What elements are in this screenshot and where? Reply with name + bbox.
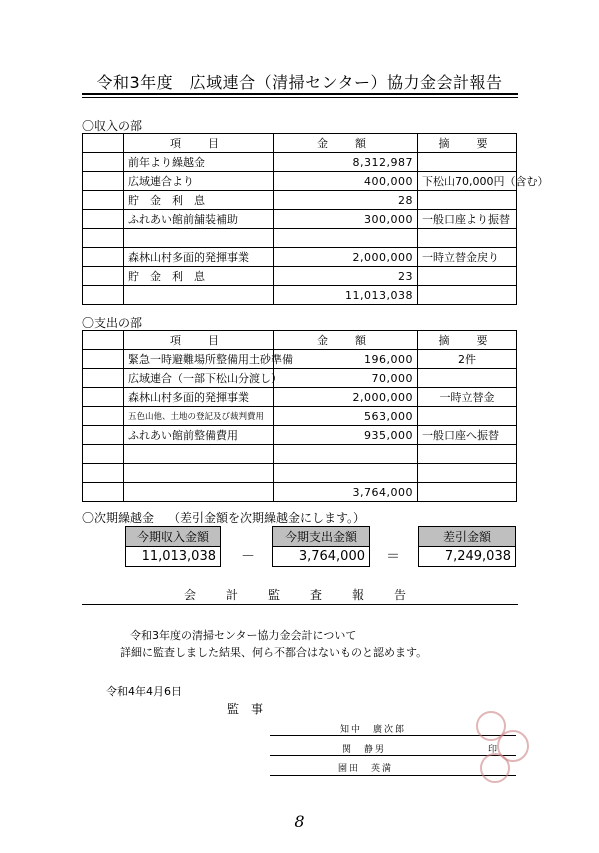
row-blank-cell [83,445,124,464]
row-amount: 400,000 [274,172,418,191]
row-amount: 8,312,987 [274,153,418,172]
row-item: 前年より繰越金 [124,153,274,172]
balance-box [418,526,516,567]
table-row [83,426,517,445]
balance-label: 差引金額 [419,527,516,547]
audit-date: 令和4年4月6日 [106,685,182,698]
equals-sign: ＝ [386,549,400,565]
row-note: 下松山70,000円（含む） [418,172,517,191]
table-row [83,267,517,286]
table-row [83,407,517,426]
audit-rule [82,604,518,605]
title-rule-sub [82,97,518,98]
table-row [83,388,517,407]
table-row [83,483,517,502]
auditor-label: 監 事 [227,702,264,716]
row-note [418,464,517,483]
row-note [418,445,517,464]
table-row [83,172,517,191]
expense-section-label: 〇支出の部 [82,316,143,330]
income-total-value: 11,013,038 [126,547,221,567]
row-item: 緊急一時避難場所整備用土砂準備 [124,350,274,369]
row-item: 広域連合より [124,172,274,191]
row-amount: 23 [274,267,418,286]
row-blank-cell [83,388,124,407]
row-amount: 935,000 [274,426,418,445]
row-note [418,229,517,248]
expense-header-note: 摘 要 [418,331,517,350]
row-blank-cell [83,229,124,248]
table-row [83,210,517,229]
expense-header-row [83,331,517,350]
title-rule [82,93,518,95]
table-row [83,191,517,210]
signer-2: 関 静男 [342,745,387,755]
row-blank-cell [83,464,124,483]
carryover-label: 〇次期繰越金 [82,511,155,525]
row-blank-cell [83,172,124,191]
row-amount: 2,000,000 [274,388,418,407]
row-amount: 2,000,000 [274,248,418,267]
row-note: 一般口座より振替 [418,210,517,229]
signature-line-3 [270,775,516,776]
row-amount: 300,000 [274,210,418,229]
row-blank-cell [83,483,124,502]
page-number: 8 [294,812,305,831]
expense-table [82,330,517,502]
signature-line-2 [270,755,516,756]
row-item: ふれあい館前舗装補助 [124,210,274,229]
seal-mark: 印 [488,745,498,755]
row-note [418,153,517,172]
audit-line-1: 令和3年度の清掃センター協力金会計について [130,629,357,642]
row-note [418,407,517,426]
row-item: 広域連合（一部下松山分渡し） [124,369,274,388]
expense-total-value: 3,764,000 [273,547,370,567]
table-row [83,464,517,483]
row-note [418,286,517,305]
expense-header-item: 項 目 [124,331,274,350]
income-blank-cell [83,134,124,153]
audit-title: 会 計 監 査 報 告 [183,588,415,602]
row-amount [274,464,418,483]
balance-value: 7,249,038 [419,547,516,567]
signer-3: 園田 英満 [338,764,394,774]
row-blank-cell [83,210,124,229]
table-row [83,350,517,369]
minus-sign: － [241,549,255,565]
income-table [82,133,549,305]
row-note: 一時立替金 [418,388,517,407]
row-blank-cell [83,369,124,388]
row-item: 貯 金 利 息 [124,267,274,286]
row-blank-cell [83,407,124,426]
row-note: 一般口座へ振替 [418,426,517,445]
row-blank-cell [83,248,124,267]
row-amount: 563,000 [274,407,418,426]
seal-stamp-3 [480,753,510,783]
row-note: 2件 [418,350,517,369]
row-blank-cell [83,426,124,445]
expense-blank-cell [83,331,124,350]
table-row [83,248,517,267]
table-row [83,445,517,464]
row-amount: 11,013,038 [274,286,418,305]
table-row [83,286,517,305]
row-amount: 196,000 [274,350,418,369]
row-amount [274,229,418,248]
table-row [83,229,517,248]
row-note [418,191,517,210]
row-item: 森林山村多面的発揮事業 [124,388,274,407]
income-header-row [83,134,517,153]
signer-1: 知中 廣次郎 [340,725,407,735]
income-total-box [125,526,221,567]
income-total-label: 今期収入金額 [126,527,221,547]
row-item [124,464,274,483]
row-item [124,229,274,248]
row-item: 貯 金 利 息 [124,191,274,210]
expense-header-amount: 金 額 [274,331,418,350]
row-note: 一時立替金戻り [418,248,517,267]
audit-line-2: 詳細に監査しました結果、何ら不都合はないものと認めます。 [120,646,428,659]
row-amount [274,445,418,464]
row-blank-cell [83,350,124,369]
row-item [124,483,274,502]
row-amount: 70,000 [274,369,418,388]
income-section-label: 〇収入の部 [82,119,143,133]
table-row [83,369,517,388]
row-item [124,445,274,464]
row-blank-cell [83,153,124,172]
carryover-note: （差引金額を次期繰越金にします。） [168,511,366,525]
income-header-note: 摘 要 [418,134,517,153]
income-header-amount: 金 額 [274,134,418,153]
row-note [418,267,517,286]
income-header-item: 項 目 [124,134,274,153]
row-item: 五色山他、土地の登記及び裁判費用 [124,407,274,426]
row-amount: 3,764,000 [274,483,418,502]
expense-total-box [272,526,370,567]
row-item: 森林山村多面的発揮事業 [124,248,274,267]
row-item [124,286,274,305]
row-blank-cell [83,267,124,286]
row-item: ふれあい館前整備費用 [124,426,274,445]
row-blank-cell [83,191,124,210]
row-blank-cell [83,286,124,305]
report-title: 令和3年度 広域連合（清掃センター）協力金会計報告 [96,73,503,92]
table-row [83,153,517,172]
row-amount: 28 [274,191,418,210]
row-note [418,483,517,502]
row-note [418,369,517,388]
expense-total-label: 今期支出金額 [273,527,370,547]
